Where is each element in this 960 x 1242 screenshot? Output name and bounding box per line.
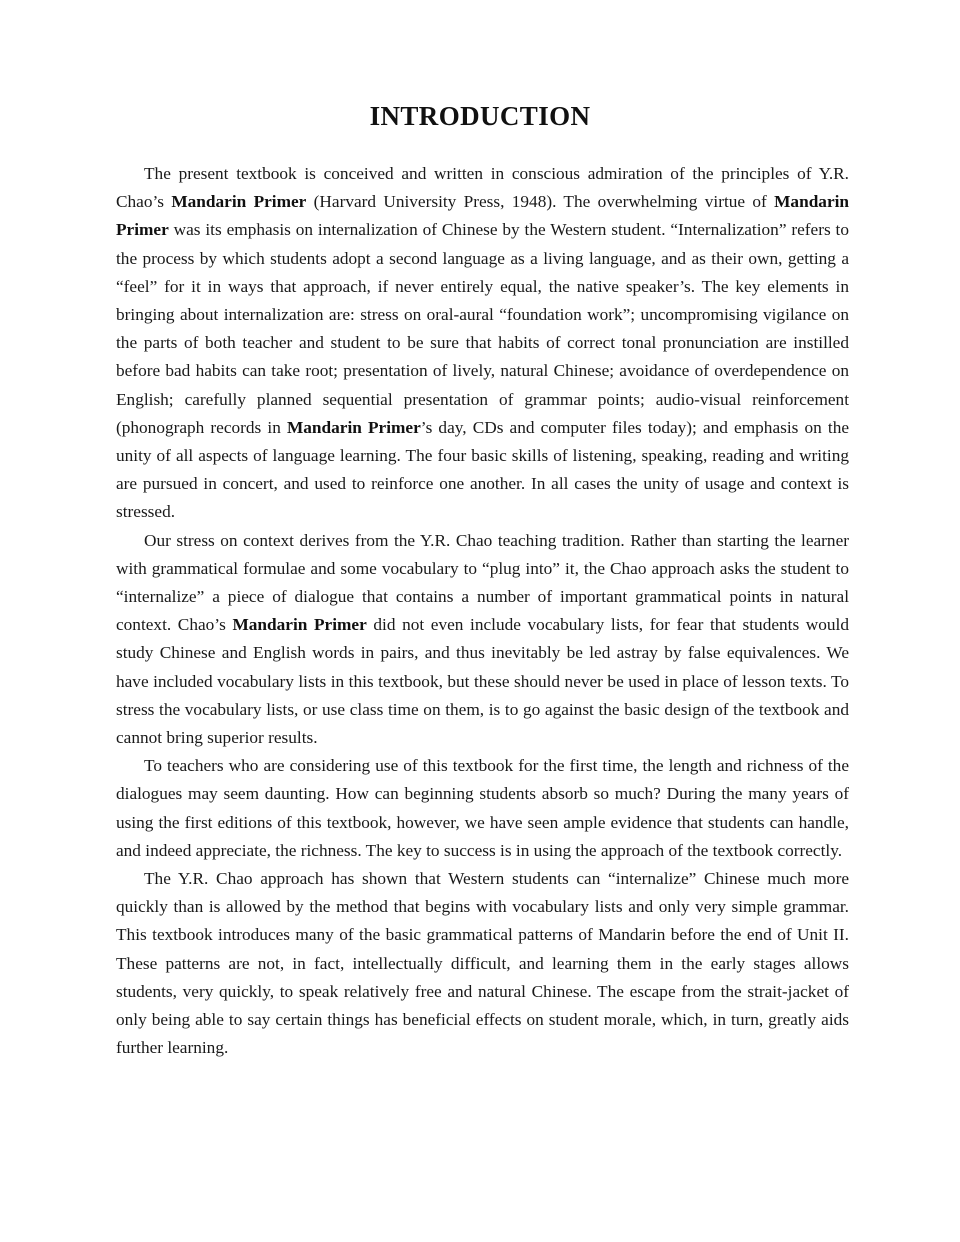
paragraph-1-text: (Harvard University Press, 1948). The overwhelming virtue of — [306, 192, 775, 212]
paragraph-1-text: The present textbook is conceived and written in conscious admiration of the principles of Y.R. Chao’s — [116, 164, 849, 212]
book-title-mandarin-primer: Mandarin Primer — [286, 417, 421, 437]
paragraph-2-text: did not even include vocabulary lists, for fear that students would study Chinese and English words in pairs, and thus inevitably be led astray by false equivalences. We have included vocabulary lists in this textbook, but these should never be used in place of lesson texts. To stress the vocabulary lists, or use class time on them, is to go against the basic design of the textbook and cannot bring superior results. — [116, 615, 849, 748]
paragraph-3-text: To teachers who are considering use of this textbook for the first time, the length and richness of the dialogues may seem daunting. How can beginning students absorb so much? During the many years of using the first editions of this textbook, however, we have seen ample evidence that students can handle, and indeed appreciate, the richness. The key to success is in using the approach of the textbook correctly. — [116, 756, 849, 860]
book-title-mandarin-primer: Mandarin Primer — [232, 615, 367, 635]
paragraph-1-text: ’s day, CDs and computer files today); and emphasis on the unity of all aspects of language learning. The four basic skills of listening, speaking, reading and writing are pursued in concert, and used to reinforce one another. In all cases the unity of usage and context is stressed. — [116, 417, 850, 522]
paragraph-3 — [116, 752, 849, 865]
introduction-body — [116, 160, 849, 1063]
paragraph-4 — [116, 865, 849, 1062]
book-title-mandarin-primer: Mandarin Primer — [171, 192, 307, 212]
paragraph-2 — [116, 527, 849, 753]
book-title-mandarin-primer: Mandarin Primer — [116, 192, 850, 240]
page-title: INTRODUCTION — [369, 101, 591, 131]
paragraph-2-text: Our stress on context derives from the Y.R. Chao teaching tradition. Rather than starting the learner with grammatical formulae and some vocabulary to “plug into” it, the Chao approach asks the student to “internalize” a piece of dialogue that contains a number of important grammatical points in natural context. Chao’s — [116, 530, 849, 635]
paragraph-4-text: The Y.R. Chao approach has shown that Western students can “internalize” Chinese much more quickly than is allowed by the method that begins with vocabulary lists and only very simple grammar. This textbook introduces many of the basic grammatical patterns of Mandarin before the end of Unit II. These patterns are not, in fact, intellectually difficult, and learning them in the early stages allows students, very quickly, to speak relatively free and natural Chinese. The escape from the strait-jacket of only being able to say certain things has beneficial effects on student morale, which, in turn, greatly aids further learning. — [116, 869, 849, 1058]
paragraph-1-text: was its emphasis on internalization of Chinese by the Western student. “Internalization” refers to the process by which students adopt a second language as a living language, and as their own, getting a “feel” for it in ways that approach, if never entirely equal, the native speaker’s. The key elements in bringing about internalization are: stress on oral-aural “foundation work”; uncompromising vigilance on the parts of both teacher and student to be sure that habits of correct tonal pronunciation are instilled before bad habits can take root; presentation of lively, natural Chinese; avoidance of overdependence on English; carefully planned sequential presentation of grammar points; audio-visual reinforcement (phonograph records in — [116, 220, 849, 437]
paragraph-1 — [116, 160, 849, 527]
